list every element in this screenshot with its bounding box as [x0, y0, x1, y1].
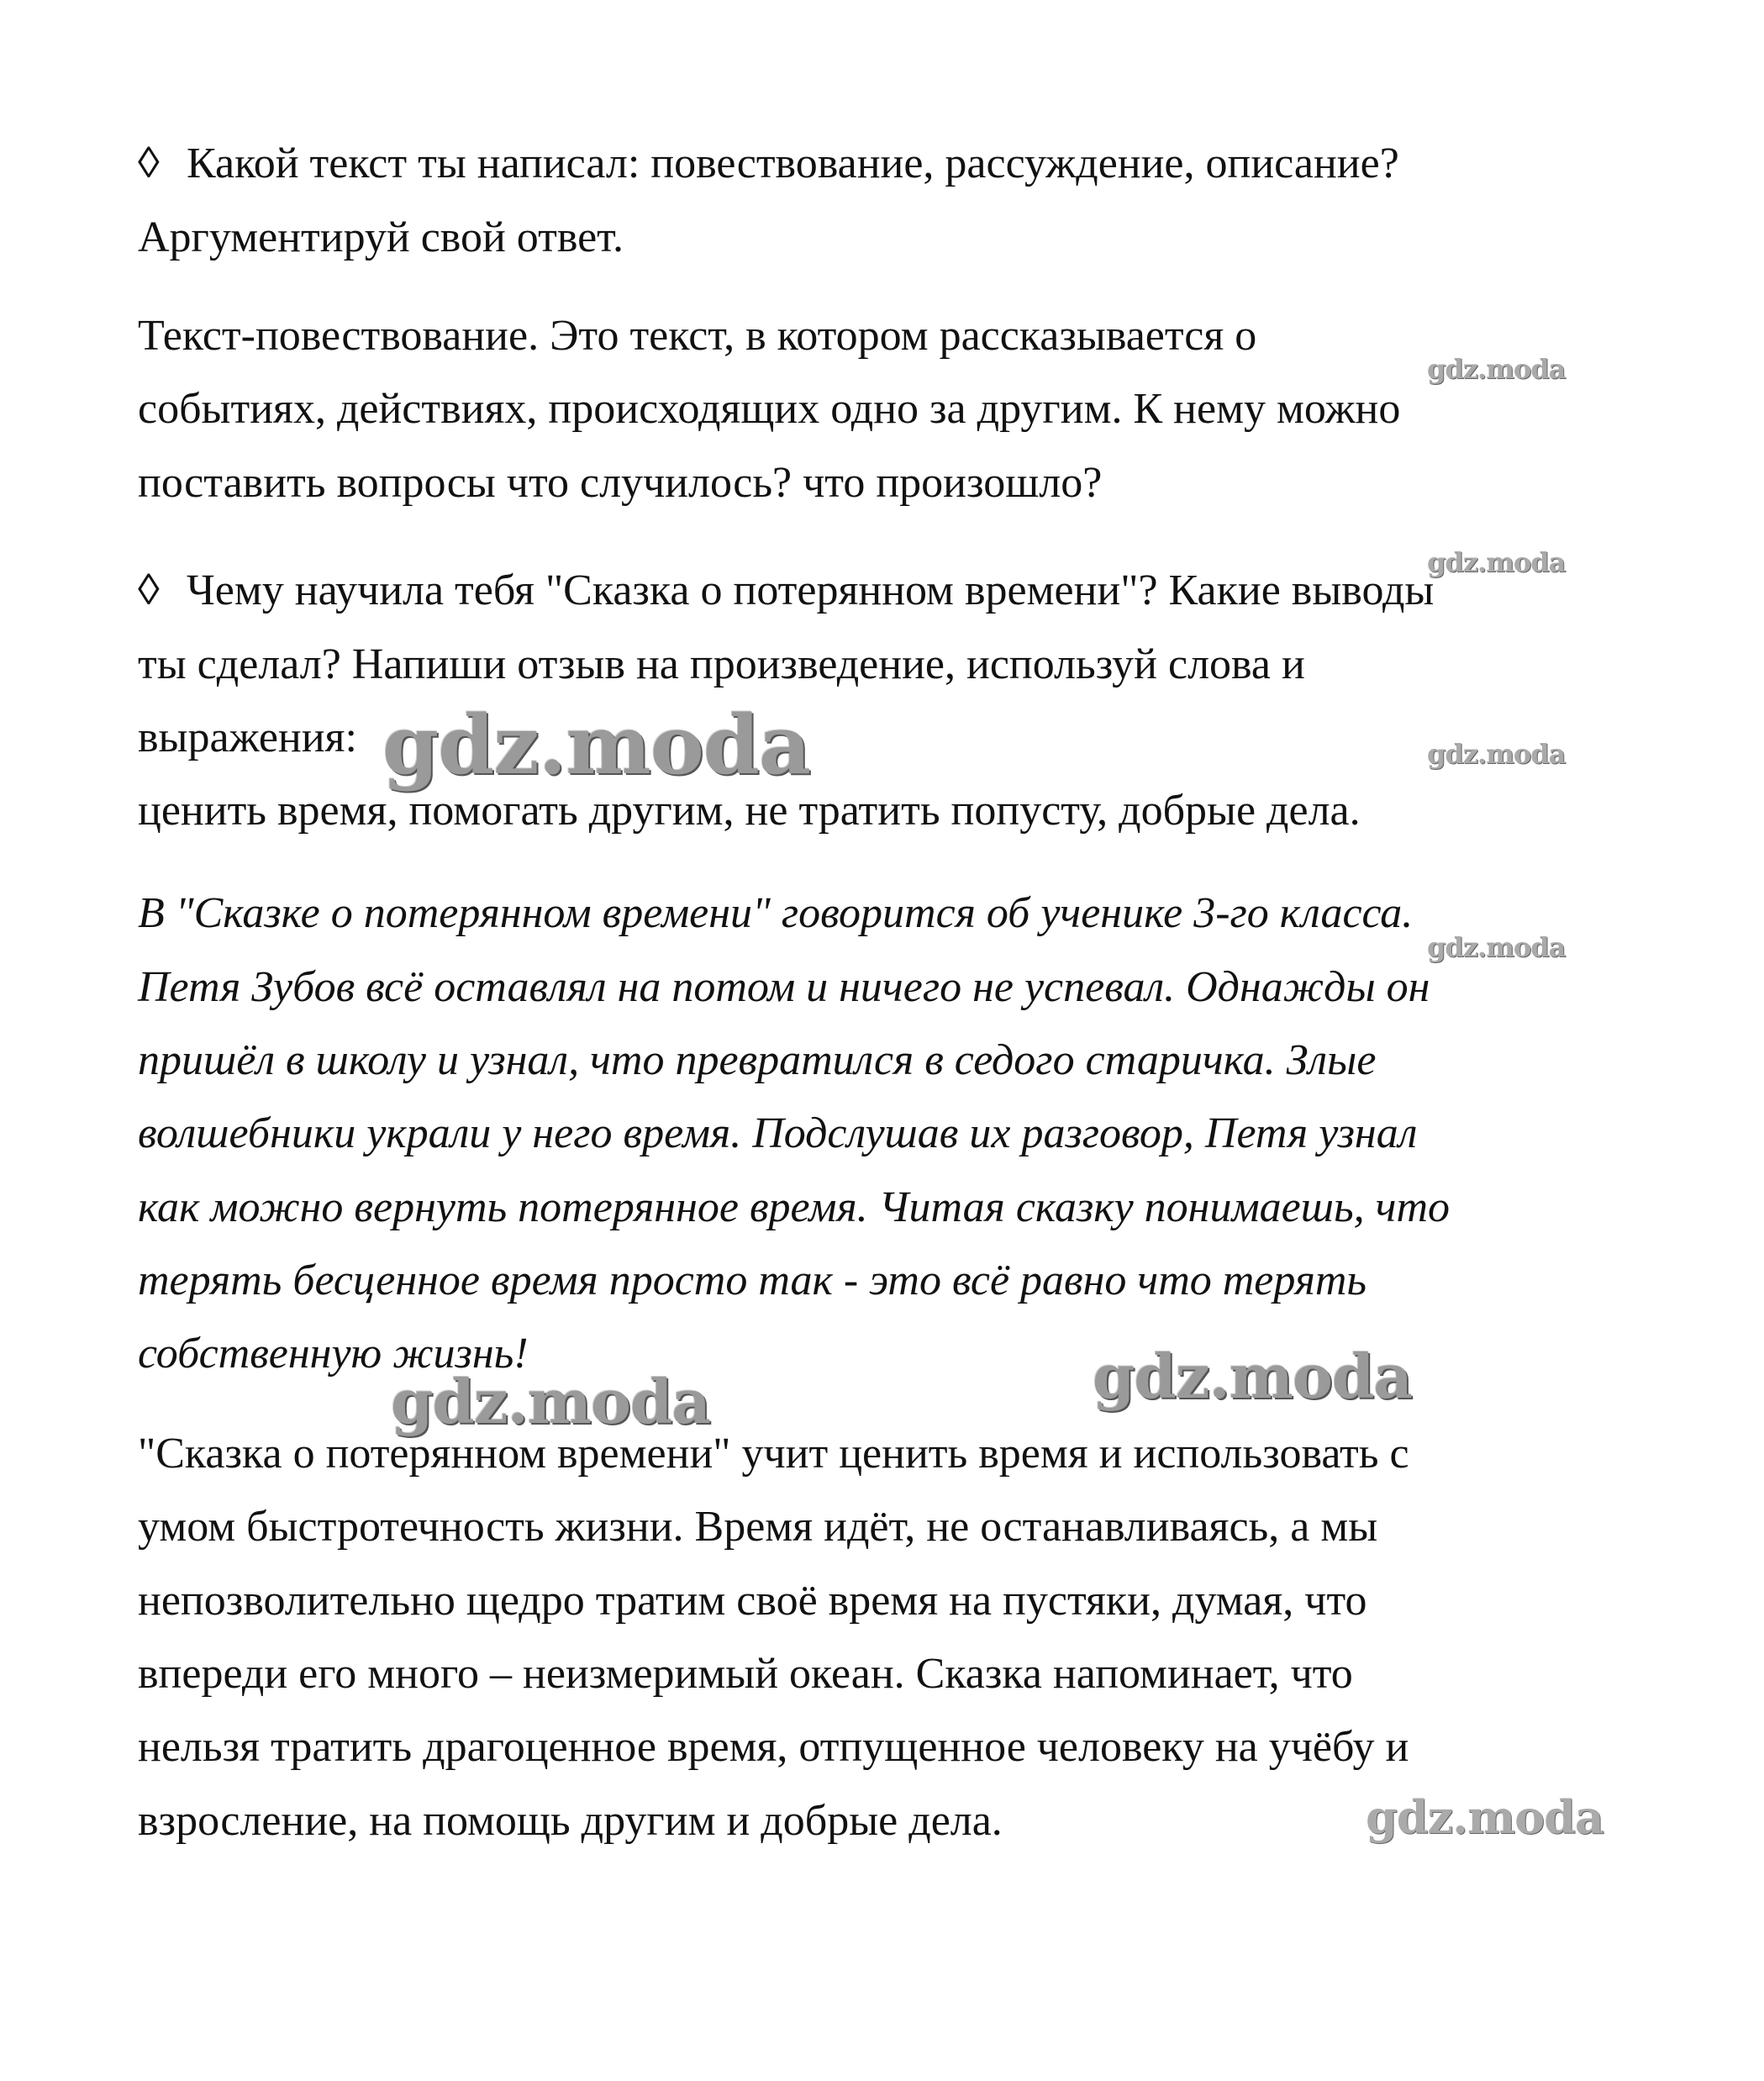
answer-2-line: умом быстротечность жизни. Время идёт, не останавливаясь, а мы [138, 1503, 1378, 1551]
question-1-line: Аргументируй свой ответ. [138, 213, 624, 261]
answer-2-line: нельзя тратить драгоценное время, отпущенное человеку на учёбу и [138, 1723, 1409, 1771]
question-1-line: Какой текст ты написал: повествование, рассуждение, описание? [187, 140, 1399, 187]
question-2-line: выражения: [138, 714, 357, 761]
answer-2-italic-line: терять бесценное время просто так - это всё равно что терять [138, 1257, 1367, 1304]
bullet-diamond-icon: ◊ [138, 566, 160, 614]
watermark: gdz.moda [1427, 931, 1566, 963]
answer-2-italic-line: волшебники украли у него время. Подслушав их разговор, Петя узнал [138, 1109, 1418, 1157]
answer-2-line: непозволительно щедро тратим своё время на пустяки, думая, что [138, 1577, 1367, 1625]
answer-2-line: "Сказка о потерянном времени" учит ценить время и использовать с [138, 1430, 1409, 1478]
watermark: gdz.moda [391, 1366, 710, 1437]
answer-1-line: событиях, действиях, происходящих одно за другим. К нему можно [138, 385, 1401, 433]
watermark: gdz.moda [1427, 353, 1566, 385]
watermark: gdz.moda [1427, 738, 1566, 770]
watermark: gdz.moda [1427, 546, 1566, 578]
watermark: gdz.moda [1366, 1790, 1603, 1844]
watermark: gdz.moda [382, 698, 811, 793]
answer-1-line: Текст-повествование. Это текст, в котором рассказывается о [138, 312, 1257, 360]
answer-2-line: впереди его много – неизмеримый океан. Сказка напоминает, что [138, 1650, 1353, 1698]
bullet-diamond-icon: ◊ [138, 140, 160, 187]
answer-2-italic-line: пришёл в школу и узнал, что превратился в седого старичка. Злые [138, 1036, 1377, 1084]
answer-2-italic-line: собственную жизнь! [138, 1330, 529, 1378]
answer-2-italic-line: Петя Зубов всё оставлял на потом и ничего не успевал. Однажды он [138, 963, 1430, 1011]
question-2-line: Чему научила тебя "Сказка о потерянном времени"? Какие выводы [187, 566, 1435, 614]
question-2-line: ценить время, помогать другим, не тратить попусту, добрые дела. [138, 787, 1361, 835]
question-2-line: ты сделал? Напиши отзыв на произведение, используй слова и [138, 640, 1305, 688]
answer-2-italic-line: как можно вернуть потерянное время. Читая сказку понимаешь, что [138, 1183, 1450, 1231]
answer-1-line: поставить вопросы что случилось? что произошло? [138, 459, 1103, 507]
answer-2-italic-line: В "Сказке о потерянном времени" говорится об ученике 3-го класса. [138, 889, 1414, 937]
watermark: gdz.moda [1093, 1341, 1412, 1412]
answer-2-line: взросление, на помощь другим и добрые дела. [138, 1797, 1003, 1845]
